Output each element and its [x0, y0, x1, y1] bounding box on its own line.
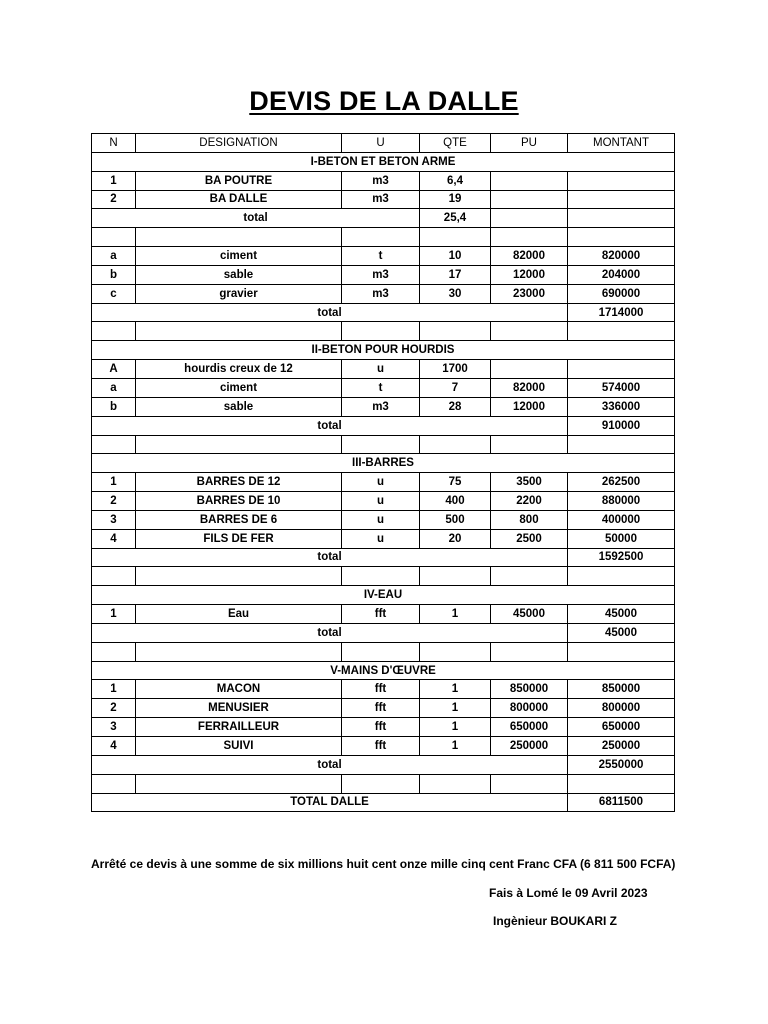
total-amount: 6811500 — [568, 793, 675, 812]
cell-unit: u — [342, 360, 420, 379]
table-row — [92, 397, 675, 416]
cell-amount — [568, 435, 675, 454]
section-header-row — [92, 454, 675, 473]
document-title: DEVIS DE LA DALLE — [249, 86, 519, 116]
cell-designation: Eau — [136, 605, 342, 624]
cell-quantity: 30 — [420, 284, 491, 303]
cell-quantity — [420, 642, 491, 661]
section-title: V-MAINS D'ŒUVRE — [92, 661, 675, 680]
column-header-n: N — [92, 134, 136, 153]
column-header-quantity: QTE — [420, 134, 491, 153]
empty-row — [92, 322, 675, 341]
cell-n: 3 — [92, 510, 136, 529]
cell-designation: sable — [136, 397, 342, 416]
cell-quantity: 1 — [420, 680, 491, 699]
cell-amount: 690000 — [568, 284, 675, 303]
cell-amount: 880000 — [568, 492, 675, 511]
cell-n: 4 — [92, 529, 136, 548]
cell-n: a — [92, 378, 136, 397]
total-row — [92, 548, 675, 567]
section-header-row — [92, 586, 675, 605]
cell-unit-price: 2200 — [491, 492, 568, 511]
total-row — [92, 755, 675, 774]
cell-amount — [568, 209, 675, 228]
cell-quantity — [420, 228, 491, 247]
total-row — [92, 793, 675, 812]
column-header-amount: MONTANT — [568, 134, 675, 153]
cell-quantity: 1 — [420, 699, 491, 718]
cell-amount: 400000 — [568, 510, 675, 529]
table-row — [92, 473, 675, 492]
cell-amount: 574000 — [568, 378, 675, 397]
cell-unit-price: 800 — [491, 510, 568, 529]
cell-unit: t — [342, 378, 420, 397]
cell-unit — [342, 322, 420, 341]
table-row — [92, 378, 675, 397]
cell-unit-price: 3500 — [491, 473, 568, 492]
cell-unit-price: 82000 — [491, 247, 568, 266]
cell-n: A — [92, 360, 136, 379]
cell-n: b — [92, 397, 136, 416]
total-label: total — [92, 623, 568, 642]
cell-unit-price — [491, 774, 568, 793]
section-title: I-BETON ET BETON ARME — [92, 152, 675, 171]
cell-amount: 800000 — [568, 699, 675, 718]
cell-unit-price — [491, 228, 568, 247]
cell-unit-price — [491, 171, 568, 190]
cell-unit: m3 — [342, 284, 420, 303]
cell-designation: BARRES DE 6 — [136, 510, 342, 529]
cell-amount: 820000 — [568, 247, 675, 266]
total-amount: 1592500 — [568, 548, 675, 567]
cell-quantity: 6,4 — [420, 171, 491, 190]
cell-quantity: 10 — [420, 247, 491, 266]
cell-quantity: 17 — [420, 265, 491, 284]
cell-n: 1 — [92, 171, 136, 190]
total-row — [92, 416, 675, 435]
cell-designation — [136, 435, 342, 454]
cell-unit-price — [491, 322, 568, 341]
table-row — [92, 737, 675, 756]
cell-unit: u — [342, 473, 420, 492]
total-row — [92, 303, 675, 322]
cell-designation: gravier — [136, 284, 342, 303]
cell-designation: hourdis creux de 12 — [136, 360, 342, 379]
cell-unit: m3 — [342, 190, 420, 209]
cell-unit-price: 45000 — [491, 605, 568, 624]
cell-designation: BA DALLE — [136, 190, 342, 209]
column-header-unit: U — [342, 134, 420, 153]
cell-quantity: 1 — [420, 737, 491, 756]
cell-unit — [342, 228, 420, 247]
table-row — [92, 492, 675, 511]
cell-unit: t — [342, 247, 420, 266]
cell-designation — [136, 642, 342, 661]
total-amount: 45000 — [568, 623, 675, 642]
cell-designation — [136, 228, 342, 247]
empty-row — [92, 228, 675, 247]
table-row — [92, 284, 675, 303]
total-label: total — [92, 416, 568, 435]
cell-designation: FILS DE FER — [136, 529, 342, 548]
cell-designation: sable — [136, 265, 342, 284]
cell-quantity: 1700 — [420, 360, 491, 379]
cell-unit-price — [491, 435, 568, 454]
cell-n: 2 — [92, 190, 136, 209]
cell-unit: fft — [342, 737, 420, 756]
cell-amount — [568, 360, 675, 379]
subtotal-quantity: 25,4 — [420, 209, 491, 228]
cell-unit: m3 — [342, 265, 420, 284]
total-row — [92, 623, 675, 642]
cell-n: 2 — [92, 699, 136, 718]
cell-designation — [136, 774, 342, 793]
cell-n — [92, 322, 136, 341]
cell-unit: fft — [342, 718, 420, 737]
cell-quantity: 400 — [420, 492, 491, 511]
cell-quantity: 19 — [420, 190, 491, 209]
cell-unit-price — [491, 567, 568, 586]
cell-unit — [342, 642, 420, 661]
section-title: II-BETON POUR HOURDIS — [92, 341, 675, 360]
cell-quantity — [420, 435, 491, 454]
cell-n: 1 — [92, 680, 136, 699]
place-and-date: Fais à Lomé le 09 Avril 2023 — [489, 886, 648, 900]
subtotal-label: total — [92, 209, 420, 228]
cell-unit: u — [342, 529, 420, 548]
section-header-row — [92, 152, 675, 171]
cell-amount: 45000 — [568, 605, 675, 624]
cell-n — [92, 435, 136, 454]
section-title: IV-EAU — [92, 586, 675, 605]
table-header-row — [92, 134, 675, 153]
subtotal-row — [92, 209, 675, 228]
total-label: total — [92, 755, 568, 774]
cell-quantity — [420, 567, 491, 586]
column-header-designation: DESIGNATION — [136, 134, 342, 153]
cell-quantity: 1 — [420, 718, 491, 737]
cell-unit-price — [491, 209, 568, 228]
total-label: TOTAL DALLE — [92, 793, 568, 812]
cell-n — [92, 567, 136, 586]
cell-unit-price — [491, 360, 568, 379]
table-row — [92, 680, 675, 699]
cell-quantity: 28 — [420, 397, 491, 416]
cell-designation: SUIVI — [136, 737, 342, 756]
cell-designation: FERRAILLEUR — [136, 718, 342, 737]
table-row — [92, 171, 675, 190]
cell-unit: m3 — [342, 171, 420, 190]
total-amount: 1714000 — [568, 303, 675, 322]
cell-amount — [568, 642, 675, 661]
cell-designation: BA POUTRE — [136, 171, 342, 190]
total-amount: 2550000 — [568, 755, 675, 774]
table-row — [92, 265, 675, 284]
column-header-unit-price: PU — [491, 134, 568, 153]
signature-line: Ingènieur BOUKARI Z — [493, 914, 618, 928]
cell-amount — [568, 190, 675, 209]
cell-amount — [568, 171, 675, 190]
cell-amount: 650000 — [568, 718, 675, 737]
cell-unit-price: 82000 — [491, 378, 568, 397]
cell-n: b — [92, 265, 136, 284]
table-row — [92, 247, 675, 266]
cell-unit: m3 — [342, 397, 420, 416]
cell-unit: fft — [342, 680, 420, 699]
cell-unit-price — [491, 642, 568, 661]
empty-row — [92, 567, 675, 586]
cell-n: 1 — [92, 473, 136, 492]
cell-unit-price: 2500 — [491, 529, 568, 548]
quote-table — [91, 133, 675, 812]
cell-amount — [568, 322, 675, 341]
cell-unit-price: 650000 — [491, 718, 568, 737]
cell-n: 4 — [92, 737, 136, 756]
cell-n — [92, 774, 136, 793]
cell-unit-price: 850000 — [491, 680, 568, 699]
cell-amount: 262500 — [568, 473, 675, 492]
total-amount: 910000 — [568, 416, 675, 435]
cell-designation: ciment — [136, 247, 342, 266]
cell-n: 3 — [92, 718, 136, 737]
cell-unit: u — [342, 510, 420, 529]
cell-amount: 850000 — [568, 680, 675, 699]
table-row — [92, 699, 675, 718]
cell-unit — [342, 774, 420, 793]
cell-quantity: 75 — [420, 473, 491, 492]
cell-n: c — [92, 284, 136, 303]
cell-quantity — [420, 322, 491, 341]
cell-n — [92, 228, 136, 247]
cell-unit — [342, 567, 420, 586]
cell-designation: BARRES DE 10 — [136, 492, 342, 511]
cell-amount: 50000 — [568, 529, 675, 548]
cell-unit: u — [342, 492, 420, 511]
cell-unit: fft — [342, 699, 420, 718]
cell-quantity: 20 — [420, 529, 491, 548]
quote-table-body — [92, 152, 675, 812]
cell-n: 1 — [92, 605, 136, 624]
empty-row — [92, 642, 675, 661]
total-label: total — [92, 303, 568, 322]
cell-amount: 336000 — [568, 397, 675, 416]
cell-unit-price: 800000 — [491, 699, 568, 718]
section-title: III-BARRES — [92, 454, 675, 473]
cell-quantity: 500 — [420, 510, 491, 529]
cell-unit-price — [491, 190, 568, 209]
cell-n: a — [92, 247, 136, 266]
cell-amount: 204000 — [568, 265, 675, 284]
cell-quantity: 7 — [420, 378, 491, 397]
section-header-row — [92, 341, 675, 360]
cell-unit-price: 250000 — [491, 737, 568, 756]
cell-unit-price: 23000 — [491, 284, 568, 303]
cell-n: 2 — [92, 492, 136, 511]
cell-designation — [136, 567, 342, 586]
cell-unit — [342, 435, 420, 454]
cell-unit-price: 12000 — [491, 397, 568, 416]
cell-designation — [136, 322, 342, 341]
total-label: total — [92, 548, 568, 567]
table-row — [92, 605, 675, 624]
cell-designation: BARRES DE 12 — [136, 473, 342, 492]
cell-amount: 250000 — [568, 737, 675, 756]
table-row — [92, 360, 675, 379]
table-row — [92, 190, 675, 209]
empty-row — [92, 435, 675, 454]
cell-n — [92, 642, 136, 661]
cell-amount — [568, 567, 675, 586]
cell-designation: MENUSIER — [136, 699, 342, 718]
cell-quantity — [420, 774, 491, 793]
cell-unit: fft — [342, 605, 420, 624]
cell-amount — [568, 228, 675, 247]
section-header-row — [92, 661, 675, 680]
cell-amount — [568, 774, 675, 793]
cell-quantity: 1 — [420, 605, 491, 624]
empty-row — [92, 774, 675, 793]
table-row — [92, 529, 675, 548]
cell-designation: ciment — [136, 378, 342, 397]
table-row — [92, 718, 675, 737]
table-row — [92, 510, 675, 529]
amount-in-words: Arrêté ce devis à une somme de six millions huit cent onze mille cinq cent Franc CFA (6 811 500 FCFA) — [91, 857, 676, 871]
cell-unit-price: 12000 — [491, 265, 568, 284]
cell-designation: MACON — [136, 680, 342, 699]
